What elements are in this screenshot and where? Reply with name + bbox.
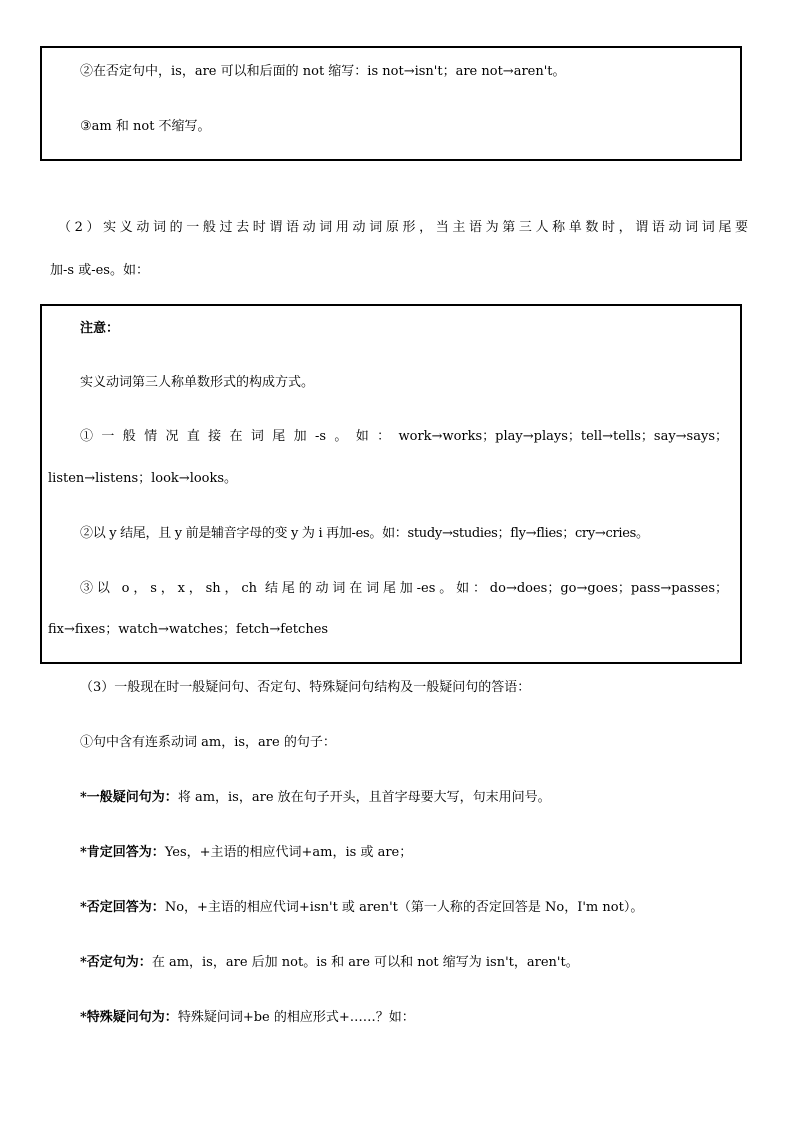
wh-question-text: 特殊疑问词+be 的相应形式+……？如： xyxy=(177,1010,415,1025)
rule-3-line-2: fix→fixes；watch→watches；fetch→fetches xyxy=(48,622,329,637)
note-heading: 注意： xyxy=(80,321,120,336)
general-question-text: 将 am，is，are 放在句子开头，且首字母要大写，句末用问号。 xyxy=(177,790,551,805)
wh-question-rule xyxy=(80,1009,415,1027)
rule-1-line-1: ①一般情况直接在词尾加-s。如：work→works；play→plays；tell→tells；say→says； xyxy=(80,429,728,444)
paragraph-2-line-1: （2）实义动词的一般过去时谓语动词用动词原形，当主语为第三人称单数时，谓语动词词尾要 xyxy=(58,220,748,235)
section-3-subtitle: ①句中含有连系动词 am，is，are 的句子： xyxy=(80,735,336,750)
affirmative-answer-label: *肯定回答为： xyxy=(80,845,165,860)
negative-answer-rule xyxy=(80,899,643,917)
general-question-rule xyxy=(80,789,551,807)
negative-sentence-text: 在 am，is，are 后加 not。is 和 are 可以和 not 缩写为 isn't，aren't。 xyxy=(151,955,579,970)
contraction-rule-2: ②在否定句中，is，are 可以和后面的 not 缩写：is not→isn't；are not→aren't。 xyxy=(80,64,566,79)
general-question-label: *一般疑问句为： xyxy=(80,790,178,805)
affirmative-answer-rule xyxy=(80,844,412,862)
rule-1-line-2: listen→listens；look→looks。 xyxy=(48,471,238,486)
paragraph-2-line-2: 加-s 或-es。如： xyxy=(50,263,149,278)
negative-sentence-rule xyxy=(80,954,579,972)
section-3-title: （3）一般现在时一般疑问句、否定句、特殊疑问句结构及一般疑问句的答语： xyxy=(80,680,531,695)
negative-answer-text: No，+主语的相应代词+isn't 或 aren't（第一人称的否定回答是 No，I'm not）。 xyxy=(164,900,644,915)
contraction-rule-3: ③am 和 not 不缩写。 xyxy=(80,119,211,134)
rule-3-line-1: ③以 o，s，x，sh，ch 结尾的动词在词尾加-es。如：do→does；go→goes；pass→passes； xyxy=(80,581,728,596)
negative-sentence-label: *否定句为： xyxy=(80,955,152,970)
note-intro: 实义动词第三人称单数形式的构成方式。 xyxy=(80,375,315,390)
affirmative-answer-text: Yes，+主语的相应代词+am，is 或 are； xyxy=(164,845,413,860)
wh-question-label: *特殊疑问句为： xyxy=(80,1010,178,1025)
negative-answer-label: *否定回答为： xyxy=(80,900,165,915)
rule-2: ②以 y 结尾，且 y 前是辅音字母的变 y 为 i 再加-es。如：study→studies；fly→flies；cry→cries。 xyxy=(80,526,649,541)
